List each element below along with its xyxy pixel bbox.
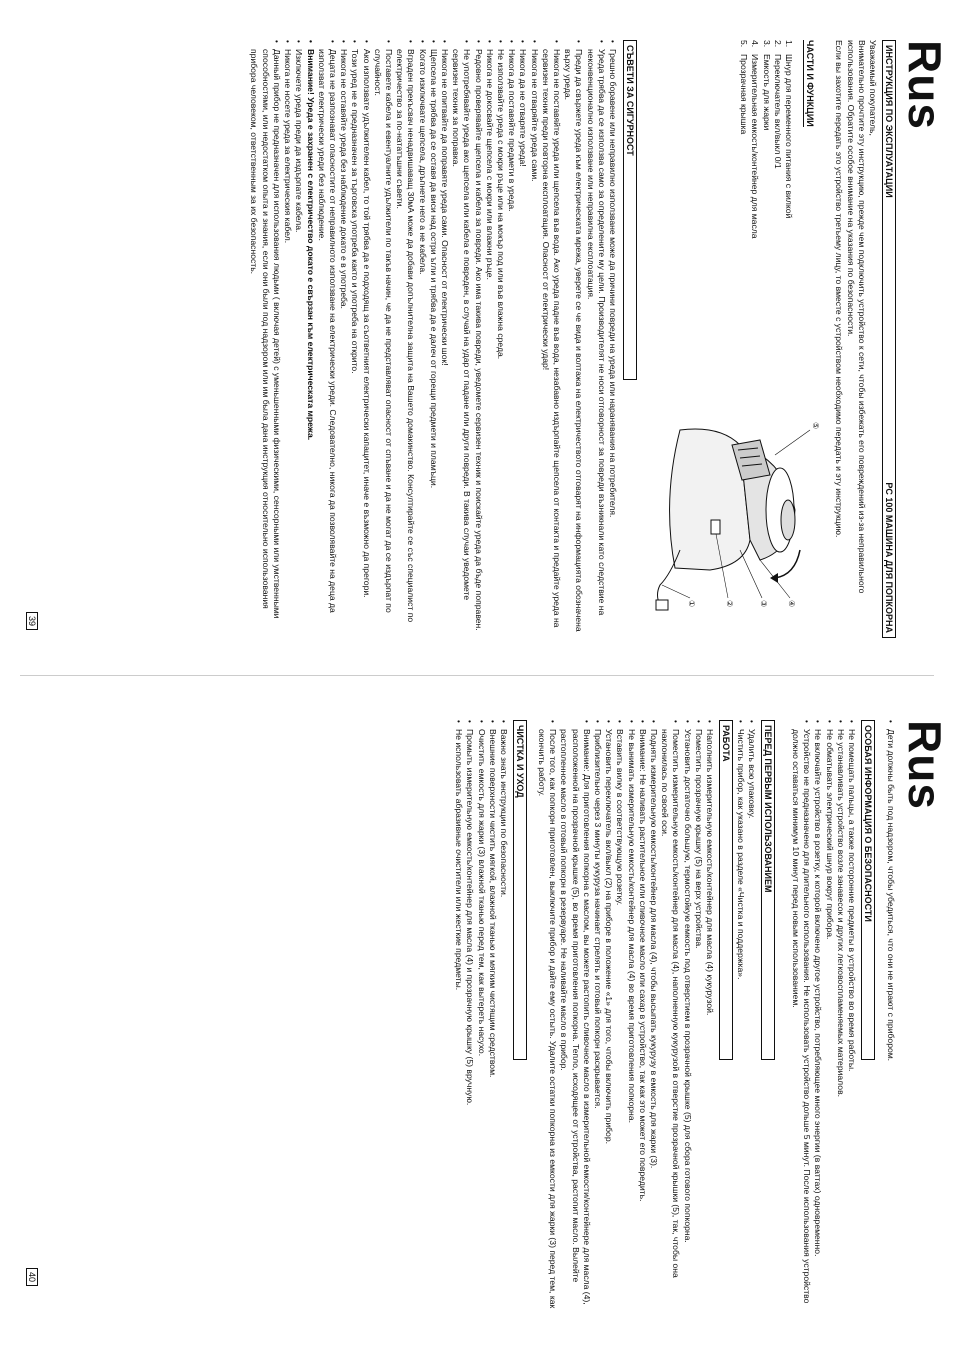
safety-section (248, 40, 640, 638)
list-item: • Внимание! Уреда е захранен с електричество докато е свързан към електрическата мрежа. (304, 40, 315, 638)
list-item: • Децата не разпознават опасностите от неправилното използване на електрически уреди. Следователно, никога да позволявайте на деца да използват електрически уреди без наблюдение. (316, 40, 338, 638)
list-item: • Внешние поверхности чистить мягкой, влажной тканью и мягким чистящим средством. (487, 720, 498, 1317)
callout-2: ② (725, 600, 734, 608)
list-item: 3. Емкость для жарки (761, 40, 772, 131)
intro-section (833, 40, 878, 638)
page-40 (0, 680, 954, 1351)
list-item: • После того, как попкорн приготовлен, выключите прибор и дайте ему остыть. Удалите остатки попкорна из емкости для жарки (3) перед тем, как окончить работу. (536, 720, 558, 1317)
list-item: • Не помещать пальцы, а также посторонние предметы в устройство во время работы. (846, 720, 857, 1317)
list-item: • Вставить вилку в соответствующую розетку. (614, 720, 625, 1317)
special-safety-list (790, 720, 857, 1317)
first-use-section (735, 720, 778, 1317)
list-item: • Поместить прозрачную крышку (5) на верх устройства. (693, 720, 704, 1317)
list-item: • Установить переключатель вкл/выкл (2) на приборе в положение «1» для того, чтобы включить прибор. (603, 720, 614, 1317)
list-item: • Чистить прибор, как указано в разделе «Чистка и поддержка». (735, 720, 746, 1317)
list-item: • Поставете кабела и евентуалните удължители по такъв начин, че да не представляват опасност от спъване и да не могат да се издърпат по случайност. (372, 40, 394, 638)
list-item: • Никога не отваряйте уреда сами. (528, 40, 539, 638)
operation-title: РАБОТА (719, 720, 733, 1060)
list-item: 2. Переключатель вкл/выкл 0/1 (772, 40, 783, 169)
cleaning-title: ЧИСТКА И УХОД (513, 720, 527, 1060)
list-item: • Внимание: Не наливать растительное или сливочное масло или сахар в устройство, так как это может его повредить. (637, 720, 648, 1317)
list-item: • Важно знать инструкции по безопасности. (498, 720, 509, 1317)
list-item: • Изключете уреда преди да издърпате кабела. (293, 40, 304, 638)
list-item: • Уреда трябва да се използва само за определените му цели. Производителят не носи отговорност за повреди възникнали като следствие на неконвенционално използване или неправилна експлоатация. (584, 40, 606, 638)
safety-list (248, 40, 618, 638)
list-item: • Не обматывать электрический шнур вокруг прибора. (823, 720, 834, 1317)
list-item: • Приблизительно через 3 минуты кукуруза начинает стрелять и готовый попкорн раскрывается. (592, 720, 603, 1317)
cleaning-list (453, 720, 509, 1317)
model-title: PC 100 МАШИНА ДЛЯ ПОПКОРНА (884, 482, 894, 633)
brand-logo: Rus (899, 720, 951, 810)
list-item: • Не употребявайте уреда ако щепсела или кабела е повреден, в случай на удар от падане или други повреди. В такива случаи уведомете сервизен техник за поправка. (450, 40, 472, 638)
list-item: • Щепсела не трябва да се оставя да виси над остри ъгли и трябва да е далеч от горещи предмети и пламъци. (428, 40, 439, 638)
list-item: 1. Шнур для переменного питания с вилкой (784, 40, 794, 219)
callout-3: ③ (759, 600, 768, 608)
list-item: • Този уред не е предназначен за търговска употреба както и употреба на открито. (349, 40, 360, 638)
safety-title: СЪВЕТИ ЗА СИГУРНОСТ (623, 40, 637, 380)
page-number: 39 (26, 612, 38, 630)
list-item: • Никога да не отваряте уреда! (517, 40, 528, 638)
list-item: • Очистить емкость для жарки (3) влажной тканью перед тем, как вытереть насухо. (475, 720, 486, 1317)
list-item: • Не вынимать измерительную емкость/контейнер для масла (4) во время приготовления попкорна. (625, 720, 636, 1317)
list-item: • Ако използвате удължителен кабел, то той трябва да е подходящ за съответният електрически капацитет, иначе е възможно да прегори. (360, 40, 371, 638)
callout-4: ④ (787, 600, 796, 608)
page-number: 40 (26, 1268, 38, 1286)
parts-title: ЧАСТИ И ФУНКЦИИ (805, 40, 815, 127)
list-item: • Не устанавливать устройство возле занавесок и других легковоспламеняемых материалов. (835, 720, 846, 1317)
callout-1: ① (687, 600, 696, 608)
operation-list (536, 720, 715, 1317)
list-item: • Данный прибор не предназначен для использования людьми ( включая детей) с уменьшенными физическими, сенсорными или умственными способностями, или недостатком опыта и знания, если они были под надзором или им была дана инструкция относительно использования прибора человеком, ответственным за их безопасность. (248, 40, 282, 638)
list-item: • Дети должны быть под надзором, чтобы убедиться, что они не играют с прибором. (885, 720, 896, 1317)
special-safety-section (790, 720, 878, 1317)
page-39 (0, 0, 954, 672)
list-item: • Никога не носете уреда за електрическия кабел. (282, 40, 293, 638)
list-item: • Удалить всю упаковку. (746, 720, 757, 1317)
list-item: • Установить достаточно большую, термостойкую емкость под отверстием в прозрачной крышке (5) для сбора готового попкорна. (681, 720, 692, 1317)
list-item: • Устройство не предназначено для длительного использования. Не использовать устройство дольше 5 минут. После использования устройство должно оставаться минимум 10 минут перед новым использованием. (790, 720, 812, 1317)
list-item: • Наполнить измерительную емкость/контейнер для масла (4) кукурузой. (704, 720, 715, 1317)
children-note (885, 720, 896, 1317)
list-item: • Когато изключвате щепсела, дръпнете него а не кабела. (416, 40, 427, 638)
operation-section (536, 720, 736, 1317)
list-item: • Никога да поставяйте предмети в уреда. (506, 40, 517, 638)
list-item: • Внимание: Для приготовления попкорна с маслом, вы можете растопить сливочное масло в измерительной емкости/контейнере для масла (4), расположенной на прозрачной крышке (5), во время приготовления попкорна. Тепло, исходящее от устройства, растопит масло. Вылейте растопленное масло в готовый попкорн в резервуаре. Не наливайте масло в прибор. (558, 720, 592, 1317)
manual-title: ИНСТРУКЦИЯ ПО ЭКСПЛУАТАЦИИ (884, 45, 894, 198)
list-item: • Никога не докосвайте щепсела с мокри или влажни ръце. (484, 40, 495, 638)
first-use-title: ПЕРЕД ПЕРВЫМ ИСПОЛЬЗОВАНИЕМ (761, 720, 775, 1060)
list-item: 5. Прозрачная крышка (739, 40, 750, 135)
first-use-list (735, 720, 757, 1317)
intro-paragraph: Если вы захотите передать это устройство третьему лицу, то вместе с устройством необходимо передать и эту инструкцию. (834, 40, 845, 538)
page-divider (20, 675, 934, 676)
list-item: • Грешно боравене или неправилно използване може да причини повреди на уреда или наранявания на потребителя. (607, 40, 618, 638)
list-item: • Поместить измерительную емкость/контейнер для масла (4), наполненную кукурузой в отверстие прозрачной крышки (5), так, чтобы она наклонилась по своей оси. (659, 720, 681, 1317)
list-item: • Не использовать абразивные очистители или жесткие предметы. (453, 720, 464, 1317)
list-item: • Никога не поставяйте уреда или щепсела във вода. Ако уреда падне във вода, незабавно издърпайте щепсела от контакта и предайте уреда на сервизен техник преди повторна експлоатация. Опасност от електрически удар! (540, 40, 562, 638)
list-item: • Промыть измерительную емкость/контейнер для масла (4) и прозрачную крышку (5) вручную. (464, 720, 475, 1317)
list-item: • Вграден прекъсвач ненадвишаващ 30мА може да добави допълнителна защита на Вашето домакинство. Консултирайте се със специалист по електричество за по-нататъшни съвети. (394, 40, 416, 638)
list-item: • Никога не опитвайте да поправяте уреда сами. Опасност от електрически шок! (439, 40, 450, 638)
list-item: • Поднять измерительную емкость/контейнер для масла (4), чтобы высыпать кукурузу в емкость для жарки (3). (648, 720, 659, 1317)
popcorn-machine-illustration (650, 400, 820, 620)
intro-paragraph: Внимательно прочтите эту инструкцию, прежде чем подключить устройство к сети, чтобы избежать его повреждений из-за неправильного использования. Обратите особое внимание на указания по безопасности. (845, 40, 867, 594)
list-item: • Преди да свържете уреда към електрическата мрежа, уверете се че вида и волтажа на електричеството отговарят на информацията обозначена върху уреда. (562, 40, 584, 638)
list-item: 4. Измерительная емкость/контейнер для масла (750, 40, 761, 239)
parts-section (738, 40, 820, 370)
list-item: • Никога не оставяйте уреда без наблюдение докато е в употреба. (338, 40, 349, 638)
popcorn-machine-drawing (650, 400, 820, 620)
list-item: • Не включайте устройство в розетку, к которой включено другое устройство, потребляющее много энергии (в ваттах) одновременно. (812, 720, 823, 1317)
special-safety-title: ОСОБАЯ ИНФОРМАЦИЯ О БЕЗОПАСНОСТИ (861, 720, 875, 1060)
manual-header (882, 40, 896, 638)
parts-list (738, 40, 794, 370)
intro-greeting: Уважаемый покупатель, (868, 40, 878, 136)
list-item: • Не използвайте уреда с мокри ръце или на мокър под или във влажна среда. (495, 40, 506, 638)
callout-5: ⑤ (811, 422, 820, 430)
list-item: • Редовно проверявайте щепсела и кабела за повреди. Ако има такива повреди, уведомете сервизен техник и поискайте уреда да бъде поправен. (472, 40, 483, 638)
brand-logo: Rus (899, 40, 951, 130)
cleaning-section (453, 720, 530, 1317)
